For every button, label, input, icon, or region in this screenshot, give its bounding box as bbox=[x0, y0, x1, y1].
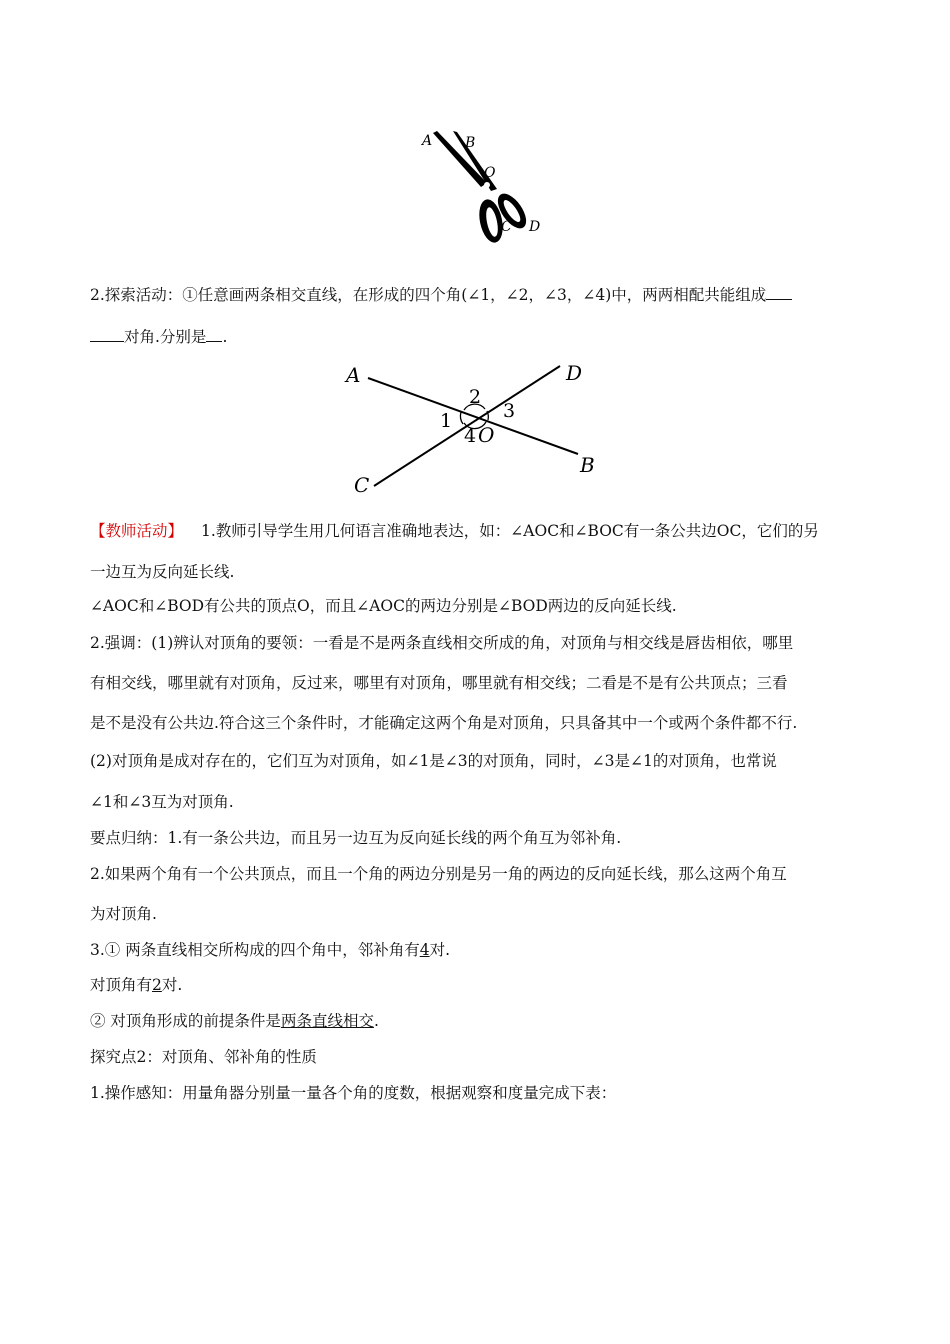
summary-s4-pre: 对顶角有 bbox=[90, 976, 153, 994]
summary-s5-post: . bbox=[373, 1012, 379, 1030]
answer-blank-1a bbox=[766, 285, 792, 300]
scissors-label-b: B bbox=[465, 135, 476, 151]
teacher-p3c: 是不是没有公共边.符合这三个条件时，才能确定这两个角是对顶角，只具备其中一个或两个条件都不行. bbox=[90, 714, 798, 732]
teacher-p3a: 2.强调：(1)辨认对顶角的要领：一看是不是两条直线相交所成的角，对顶角与相交线是唇齿相依，哪里 bbox=[90, 634, 794, 652]
summary-s3-value: 4 bbox=[419, 941, 430, 959]
summary-line-6 bbox=[90, 1011, 379, 1031]
answer-blank-2 bbox=[206, 327, 222, 342]
scissors-label-o: O bbox=[484, 165, 496, 181]
activity2-text-1: 2.探索活动：①任意画两条相交直线，在形成的四个角(∠1，∠2，∠3，∠4)中，两两相配共能组成 bbox=[90, 286, 767, 304]
scissors-figure bbox=[415, 125, 555, 250]
section2-op bbox=[90, 1083, 616, 1103]
summary-line-1 bbox=[90, 828, 621, 848]
scissors-label-a: A bbox=[422, 133, 433, 149]
teacher-line-6 bbox=[90, 713, 797, 733]
answer-blank-1b bbox=[90, 327, 124, 342]
teacher-line-7 bbox=[90, 751, 777, 771]
teacher-line-8 bbox=[90, 792, 234, 812]
angle-arc-1 bbox=[460, 412, 463, 424]
fig-label-1: 1 bbox=[440, 410, 453, 432]
summary-s5-pre: ② 对顶角形成的前提条件是 bbox=[90, 1012, 281, 1030]
activity2-text-2: 对角.分别是 bbox=[124, 328, 207, 346]
summary-s4-value: 2 bbox=[152, 976, 162, 994]
section2-op-text: 1.操作感知：用量角器分别量一量各个角的度数，根据观察和度量完成下表： bbox=[90, 1084, 617, 1102]
scissors-label-d: D bbox=[529, 219, 541, 235]
fig-label-c: C bbox=[354, 473, 370, 497]
activity2-line2 bbox=[90, 327, 227, 347]
fig-label-o: O bbox=[478, 423, 495, 447]
summary-s3-pre: 3.① 两条直线相交所构成的四个角中，邻补角有 bbox=[90, 941, 420, 959]
fig-label-a: A bbox=[346, 363, 361, 387]
scissors-pivot bbox=[484, 182, 490, 188]
summary-line-4 bbox=[90, 940, 450, 960]
fig-label-3: 3 bbox=[503, 400, 516, 422]
summary-s5-value: 两条直线相交 bbox=[280, 1012, 374, 1030]
teacher-line-4 bbox=[90, 633, 793, 653]
activity2-text-2-end: . bbox=[222, 328, 228, 346]
section2-title bbox=[90, 1047, 317, 1067]
fig-label-4: 4 bbox=[464, 425, 477, 447]
teacher-line-5 bbox=[90, 673, 788, 693]
summary-s4-post: 对. bbox=[161, 976, 183, 994]
teacher-p4b: ∠1和∠3互为对顶角. bbox=[90, 793, 234, 811]
intersecting-lines-figure bbox=[340, 358, 610, 498]
scissors-label-c: C bbox=[501, 219, 512, 235]
teacher-p4a: (2)对顶角是成对存在的，它们互为对顶角，如∠1是∠3的对顶角，同时，∠3是∠1的对顶角，也常说 bbox=[90, 752, 777, 770]
teacher-p2: ∠AOC和∠BOD有公共的顶点O，而且∠AOC的两边分别是∠BOD两边的反向延长线. bbox=[90, 597, 677, 615]
summary-line-5 bbox=[90, 975, 182, 995]
teacher-line-3 bbox=[90, 596, 677, 616]
section2-title-text: 探究点2：对顶角、邻补角的性质 bbox=[90, 1048, 317, 1066]
teacher-p3b: 有相交线，哪里就有对顶角，反过来，哪里有对顶角，哪里就有相交线；二看是不是有公共顶点；三看 bbox=[90, 674, 788, 692]
fig-label-2: 2 bbox=[469, 386, 482, 408]
fig-label-b: B bbox=[580, 453, 595, 477]
summary-s2b: 为对顶角. bbox=[90, 905, 157, 923]
teacher-line-2 bbox=[90, 562, 234, 582]
summary-line-3 bbox=[90, 904, 157, 924]
summary-s1: 要点归纳：1.有一条公共边，而且另一边互为反向延长线的两个角互为邻补角. bbox=[90, 829, 622, 847]
teacher-p1b: 一边互为反向延长线. bbox=[90, 563, 235, 581]
angle-arc-3 bbox=[487, 411, 488, 420]
summary-s3-post: 对. bbox=[429, 941, 451, 959]
summary-line-2 bbox=[90, 864, 787, 884]
summary-s2a: 2.如果两个角有一个公共顶点，而且一个角的两边分别是另一角的两边的反向延长线，那么这两个角互 bbox=[90, 865, 787, 883]
teacher-tag: 【教师活动】 bbox=[90, 522, 184, 540]
teacher-line-1 bbox=[90, 521, 819, 541]
teacher-p1a: 1.教师引导学生用几何语言准确地表达，如：∠AOC和∠BOC有一条公共边OC，它们的另 bbox=[201, 522, 819, 540]
fig-label-d: D bbox=[566, 361, 583, 385]
activity2-line1 bbox=[90, 285, 792, 305]
